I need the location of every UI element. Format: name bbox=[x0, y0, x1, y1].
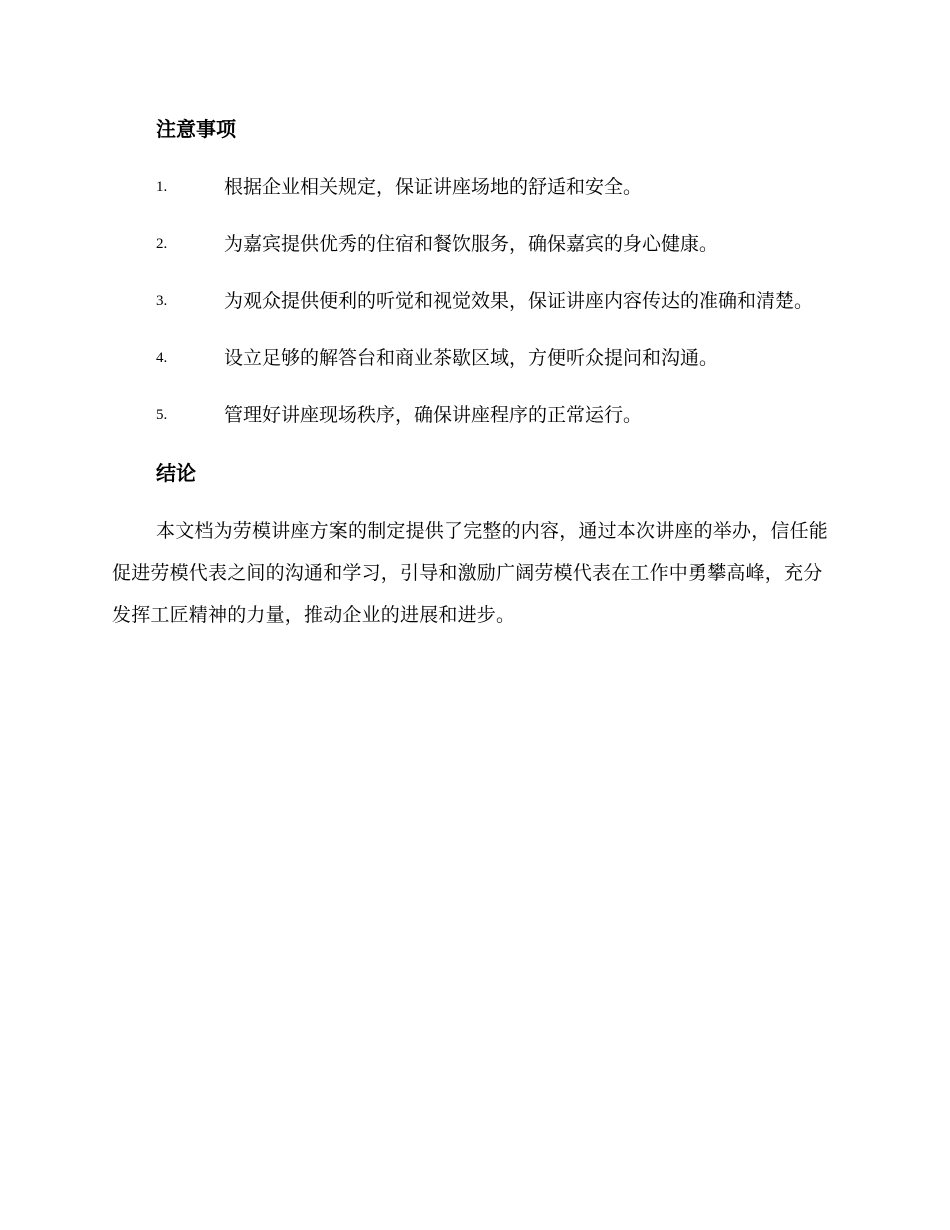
list-item-text: 为观众提供便利的听觉和视觉效果，保证讲座内容传达的准确和清楚。 bbox=[224, 290, 814, 312]
notes-list bbox=[112, 166, 836, 436]
document-content bbox=[112, 108, 836, 636]
list-item bbox=[112, 280, 836, 322]
list-item-number: 2. bbox=[156, 236, 168, 252]
list-item-text: 设立足够的解答台和商业茶歇区域，方便听众提问和沟通。 bbox=[224, 347, 719, 369]
conclusion-paragraph: 本文档为劳模讲座方案的制定提供了完整的内容，通过本次讲座的举办，信任能促进劳模代表之间的沟通和学习，引导和激励广阔劳模代表在工作中勇攀高峰，充分发挥工匠精神的力量，推动企业的进展和进步。 bbox=[112, 520, 829, 626]
list-item bbox=[112, 223, 836, 265]
list-item-number: 3. bbox=[156, 293, 168, 309]
list-item-text: 管理好讲座现场秩序，确保讲座程序的正常运行。 bbox=[224, 404, 643, 426]
list-item bbox=[112, 337, 836, 379]
list-item-number: 1. bbox=[156, 179, 168, 195]
list-item-number: 5. bbox=[156, 407, 168, 423]
list-item bbox=[112, 394, 836, 436]
list-item bbox=[112, 166, 836, 208]
list-item-number: 4. bbox=[156, 350, 168, 366]
list-item-text: 为嘉宾提供优秀的住宿和餐饮服务，确保嘉宾的身心健康。 bbox=[224, 233, 719, 255]
conclusion-heading: 结论 bbox=[156, 461, 196, 485]
notes-heading: 注意事项 bbox=[156, 117, 236, 141]
list-item-text: 根据企业相关规定，保证讲座场地的舒适和安全。 bbox=[224, 176, 643, 198]
